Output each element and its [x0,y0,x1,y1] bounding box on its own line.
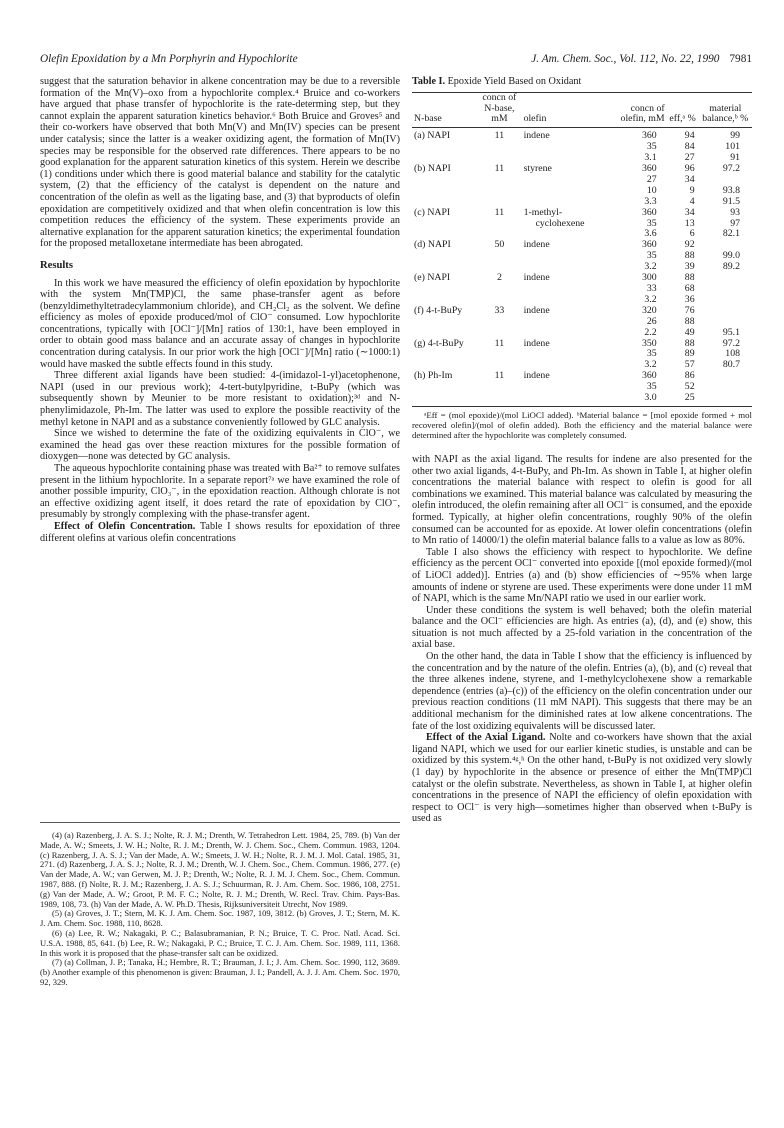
cell-conc-n-base: 50 [494,239,505,251]
table-row [412,360,752,371]
cell-conc-olefin: 3.1 [644,152,657,164]
right-column [412,76,752,825]
table-row [412,251,752,262]
page-number: 7981 [729,53,752,65]
cell-material-balance [699,317,752,328]
cell-eff: 96 [684,163,695,175]
cell-conc-olefin: 3.0 [644,392,657,404]
cell-conc-n-base [477,328,521,339]
cell-eff: 13 [684,217,695,229]
cell-olefin [522,186,609,197]
cell-conc-n-base [477,393,521,404]
cell-conc-olefin: 360 [641,370,657,382]
effect-olefin-text: Table I shows results for epoxidation of three different olefins at various olefin concentrations [40,520,400,544]
cell-n-base [412,251,477,262]
cell-material-balance: 97 [730,217,740,229]
cell-n-base: (f) 4-t-BuPy [414,304,463,316]
cell-conc-n-base [477,142,521,153]
intro-paragraph: suggest that the saturation behavior in alkene concentration may be due to a reversible formation of the Mn(V)–oxo from a hypochlorite complex.⁴ Bruice and co-workers have argued that phase transfer of hypochlorite is the rate-determing step, but they cannot explain the apparent saturation kinetics behavior.⁶ Both Bruice and Groves⁵ and their co-workers have observed that both Mn(V) and Mn(IV) species can be present under catalysis; since the latter is a weaker oxidizing agent, the formation of Mn(IV) species may be responsible for the observed rate differences. There appears to be no good explanation for the apparent saturation kinetics of this system. Herein we describe (1) conditions under which there is good material balance and stability for the catalytic system, (2) that the efficiency of the catalyst is dependent on the nature and concentration of the olefin as well as the ligating base, and (3) that byproducts of olefin epoxidation are competitively oxidized and that when olefin concentration is low this competition reduces the efficiency of the system. These experiments provide an alternative explanation for the apparent saturation kinetics; the experimental foundation for the proposed metalloxetane intermediate has been abrogated. [40,76,400,250]
cell-conc-n-base [477,251,521,262]
cell-conc-olefin: 35 [646,250,657,262]
cell-conc-olefin: 300 [641,272,657,284]
cell-eff: 89 [684,348,695,360]
right-paragraph-2: Table I also shows the efficiency with respect to hypochlorite. We define efficiency as the percent OCl⁻ converted into epoxide [(mol epoxide formed)/(mol of LiOCl added)]. Entries (a) and (b) show efficiencies of ∼95% when large amounts of indene or styrene are used. These experiments were done under 11 mM of NAPI, which is the same Mn/NAPI ratio we used in our earlier work. [412,546,752,605]
header-journal: J. Am. Chem. Soc., Vol. 112, No. 22, 1990 [531,53,720,65]
cell-material-balance [699,273,752,284]
table-row [412,306,752,317]
cell-olefin: indene [523,272,550,284]
cell-conc-olefin: 360 [641,163,657,175]
cell-conc-n-base [477,317,521,328]
cell-material-balance: 91.5 [722,195,740,207]
cell-material-balance: 101 [725,141,740,153]
table-row [412,284,752,295]
cell-conc-olefin: 360 [641,239,657,251]
cell-material-balance [699,382,752,393]
cell-material-balance [699,306,752,317]
cell-eff: 94 [684,130,695,142]
cell-eff: 39 [684,261,695,273]
cell-conc-n-base [477,349,521,360]
epoxide-yield-table [412,92,752,404]
cell-conc-n-base: 11 [494,130,505,142]
table-row [412,240,752,251]
cell-conc-olefin: 350 [641,337,657,349]
cell-conc-n-base: 11 [494,370,505,382]
cell-conc-n-base: 11 [494,337,505,349]
cell-material-balance: 97.2 [722,337,740,349]
cell-eff: 88 [684,337,695,349]
results-paragraph-4: The aqueous hypochlorite containing phase was treated with Ba²⁺ to remove sulfates present in the lithium hypochlorite. In a separate report⁷ᵃ we have examined the role of another possible impurity, ClO₃⁻, in the epoxidation reaction. Although chlorate is not an effective oxidizing agent itself, it does retard the rate of epoxidation by ClO⁻, presumably by strongly complexing with the phase-transfer agent. [40,463,400,521]
footnote-6: (6) (a) Lee, R. W.; Nakagaki, P. C.; Balasubramanian, P. N.; Bruice, T. C. Proc. Natl. Acad. Sci. U.S.A. 1988, 85, 641. (b) Lee, R. W.; Nakagaki, P. C.; Bruice, T. C. J. Am. Chem. Soc. 1989, 111, 1368. In this work it is proposed that the phase-transfer salt can be oxidized. [40,927,400,958]
col-header-conc-olefin: concn of olefin, mM [608,92,666,128]
table-bottom-rule [412,406,752,407]
cell-eff: 34 [684,206,695,218]
table-row [412,349,752,360]
cell-conc-olefin: 35 [646,348,657,360]
table-row [412,208,752,219]
cell-material-balance: 97.2 [722,163,740,175]
cell-eff: 68 [684,283,695,294]
table-row [412,295,752,306]
cell-conc-olefin: 35 [646,141,657,153]
table-row [412,262,752,273]
cell-eff: 76 [684,304,695,316]
cell-eff: 4 [689,195,695,207]
cell-olefin [522,349,609,360]
cell-eff: 86 [684,370,695,382]
col-header-n-base: N-base [412,92,477,128]
col-header-material-balance: material balance,ᵇ % [699,92,752,128]
cell-conc-olefin: 10 [646,184,657,196]
cell-eff: 27 [684,152,695,164]
cell-material-balance: 80.7 [722,359,740,371]
table-row [412,317,752,328]
cell-conc-olefin: 3.6 [644,228,657,240]
cell-conc-olefin: 3.2 [644,359,657,371]
cell-conc-olefin: 35 [646,381,657,393]
header-journal-citation [531,53,752,65]
cell-conc-olefin: 3.2 [644,261,657,273]
cell-conc-olefin: 35 [646,217,657,229]
cell-material-balance: 82.1 [722,228,740,240]
table-row [412,229,752,240]
cell-conc-olefin: 3.3 [644,195,657,207]
table-row [412,382,752,393]
cell-eff: 84 [684,141,695,153]
table-row [412,339,752,350]
cell-n-base [412,186,477,197]
cell-n-base [412,328,477,339]
cell-olefin: indene [523,370,550,382]
table-row [412,186,752,197]
cell-olefin: indene [523,304,550,316]
cell-n-base: (d) NAPI [414,239,451,251]
cell-n-base [412,175,477,186]
cell-conc-n-base: 2 [496,272,502,284]
results-paragraph-1: In this work we have measured the efficiency of olefin epoxidation by hypochlorite with the system Mn(TMP)Cl, the same phase-transfer agent as before (benzyldimethyltetradecylammonium chloride), and CH₂Cl₂ as the solvent. We define efficiency as moles of epoxide produced/mol of ClO⁻ consumed. Low hypochlorite concentrations, typically with [OCl⁻]/[Mn] ratios of 130:1, have been employed in order to obtain good mass balance and an accurate assay of changes in hypochlorite concentration during catalysis. In our prior work the high [OCl⁻]/[Mn] ratio (∼1000:1) would have masked the subtle effects found in this study. [40,277,400,370]
cell-olefin: indene [523,130,550,142]
table-row [412,371,752,382]
col-header-eff: eff,ᵃ % [667,92,699,128]
table-caption [412,76,752,88]
cell-material-balance [699,393,752,404]
cell-material-balance: 99.0 [722,250,740,262]
right-paragraph-4: On the other hand, the data in Table I show that the efficiency is influenced by the concentration and by the nature of the olefin. Entries (a), (b), and (c) reveal that the three alkenes indene, styrene, and 1-methylcyclohexene show a remarkable dependence (entries (a)–(c)) of the efficiency on the olefin concentration under our previous reaction conditions (11 mM NAPI). This suggests that there may be an additional mechanism for the diminished rates at low alkene concentrations. The fate of the lost oxidizing equivalents will be discussed later. [412,651,752,732]
cell-conc-olefin: 3.2 [644,293,657,305]
running-header [40,53,752,69]
cell-olefin: 1-methyl- [523,206,563,218]
results-paragraph-2: Three different axial ligands have been studied: 4-(imidazol-1-yl)acetophenone, NAPI (used in our previous work); 4-tert-butylpyridine, t-BuPy (which was subsequently shown by Meunier to be more resistant to oxidation);³ᵈ and N-phenylimidazole, Ph-Im. The latter was used to explore the possible reactivity of the methyl ketone in NAPI and as a substance conveniently followed by GLC analysis. [40,370,400,428]
cell-eff: 57 [684,359,695,371]
cell-conc-olefin: 360 [641,206,657,218]
cell-material-balance [699,284,752,295]
cell-material-balance [699,295,752,306]
cell-material-balance: 91 [730,152,740,164]
table-caption-label: Table I. [412,76,446,87]
cell-eff: 88 [684,250,695,262]
cell-conc-olefin: 2.2 [644,326,657,338]
cell-olefin [522,328,609,339]
cell-n-base: (c) NAPI [414,206,451,218]
table-row [412,175,752,186]
cell-conc-n-base [477,284,521,295]
cell-eff: 49 [684,326,695,338]
cell-n-base [412,349,477,360]
table-footnotes [412,410,752,440]
cell-eff: 52 [684,381,695,393]
cell-olefin: cyclohexene [535,217,585,229]
cell-olefin [522,142,609,153]
table-row [412,273,752,284]
cell-eff: 34 [684,173,695,185]
cell-olefin [522,175,609,186]
axial-ligand-text: Nolte and co-workers have shown that the axial ligand NAPI, which we used for our earlier kinetic studies, is unstable and can be oxidized by this system.⁴ᵍ,ʰ On the other hand, t-BuPy is not oxidized very slowly (1 day) by hypochlorite in the absence or presence of either the Mn(TMP)Cl catalyst or the olefin substrate. Nevertheless, as shown in Table I, at higher olefin concentrations in the presence of NAPI the efficiency of olefin epoxidation with respect to OCl⁻ is very high—sometimes higher than observed when t-BuPy is used as [412,732,752,825]
footnote-7: (7) (a) Collman, J. P.; Tanaka, H.; Hembre, R. T.; Brauman, J. I.; J. Am. Chem. Soc. 1990, 112, 3689. (b) Another example of this phenomenon is given: Brauman, J. I.; Pandell, A. J. J. Am. Chem. Soc. 1970, 92, 329. [40,957,400,987]
cell-material-balance: 99 [730,130,740,142]
cell-conc-olefin: 33 [646,283,657,294]
cell-conc-n-base [477,219,521,230]
cell-n-base [412,317,477,328]
footnote-4: (4) (a) Razenberg, J. A. S. J.; Nolte, R. J. M.; Drenth, W. Tetrahedron Lett. 1984, 25, 789. (b) Van der Made, A. W.; Smeets, J. W. H.; Nolte, R. J. M.; Drenth, W. J. Chem. Soc., Chem. Commun. 1983, 1204. (c) Razenberg, J. A. S. J.; Van der Made, A. W.; Smeets, J. W. H.; Nolte, R. J. M. J. Mol. Catal. 1985, 31, 271. (d) Razenberg, J. A. S. J.; Nolte, R. J. M.; Drenth, W. J. Chem. Soc., Chem. Commun. 1986, 277. (e) Van der Made, A. W.; van Gerwen, M. J. P.; Drenth, W.; Nolte, R. J. M. J. Chem. Soc., Chem. Commun. 1987, 888. (f) Nolte, R. J. M.; Razenberg, J. A. S. J.; Schuurman, R. J. Am. Chem. Soc. 1986, 108, 2751. (g) Van der Made, A. W.; Groot, P. M. F. C.; Nolte, R. J. M.; Drenth, W. Recl. Trav. Chim. Pays-Bas. 1989, 108, 73. (h) Van der Made, A. W. Ph.D. Thesis, Rijksuniversiteit Utrecht, Nov 1989. [40,830,400,909]
cell-conc-n-base [477,186,521,197]
cell-n-base [412,284,477,295]
cell-material-balance: 89.2 [722,261,740,273]
cell-olefin: indene [523,337,550,349]
cell-eff: 36 [684,293,695,305]
axial-ligand-heading: Effect of the Axial Ligand. [426,732,546,744]
table-row [412,219,752,230]
cell-conc-n-base: 11 [494,163,505,175]
cell-n-base [412,142,477,153]
table-row [412,153,752,164]
table-caption-text: Epoxide Yield Based on Oxidant [447,76,582,87]
cell-n-base: (a) NAPI [414,130,451,142]
right-paragraph-1: with NAPI as the axial ligand. The results for indene are also presented for the other two axial ligands, 4-t-BuPy, and Ph-Im. As shown in Table I, at higher olefin concentrations the material balance with respect to olefin is good for all combinations we examined. This material balance was calculated by measuring the olefin introduced, the olefin remaining after all OCl⁻ is consumed, and the epoxide formed. Typically, at higher olefin concentrations, roughly 90% of the olefin consumed can be accounted for as epoxide. At lower olefin concentrations (olefin to Mn ratio of 14000/1) the olefin material balance falls to a value as low as 80%. [412,453,752,547]
cell-n-base: (b) NAPI [414,163,451,175]
cell-material-balance: 95.1 [722,326,740,338]
cell-olefin: styrene [523,163,552,175]
cell-material-balance: 108 [725,348,740,360]
cell-n-base [412,382,477,393]
table-footnote-text: ᵃEff = (mol epoxide)/(mol LiOCl added). ᵇMaterial balance = [mol epoxide formed + mol recovered olefin]/(mol of olefin added). Both the efficiency and the material balance were determined after the hypochlorite was completely consumed. [412,409,752,440]
col-header-conc-n-base: concn of N-base, mM [477,92,521,128]
cell-n-base: (h) Ph-Im [414,370,453,382]
spacer [412,440,752,454]
cell-n-base [412,219,477,230]
table-row [412,128,752,142]
cell-eff: 6 [689,228,695,240]
table-body [412,128,752,404]
cell-eff: 88 [684,315,695,327]
cell-olefin [522,251,609,262]
cell-n-base [412,393,477,404]
cell-conc-olefin: 360 [641,130,657,142]
cell-conc-n-base: 33 [494,304,505,316]
table-row [412,328,752,339]
effect-olefin-paragraph [40,521,400,544]
col-header-olefin: olefin [522,92,609,128]
cell-material-balance: 93 [730,206,740,218]
cell-n-base: (e) NAPI [414,272,451,284]
results-heading: Results [40,259,73,271]
cell-olefin [522,382,609,393]
cell-conc-n-base: 11 [494,206,505,218]
left-column [40,76,400,544]
cell-conc-n-base [477,382,521,393]
table-row [412,164,752,175]
cell-eff: 88 [684,272,695,284]
footnotes [40,822,400,988]
cell-material-balance [699,371,752,382]
cell-olefin [522,393,609,404]
results-paragraph-3: Since we wished to determine the fate of the oxidizing equivalents in ClO⁻, we examined the head gas over these reaction mixtures for the possible formation of dioxygen—none was detected by GC analysis. [40,428,400,463]
cell-conc-n-base [477,175,521,186]
cell-n-base: (g) 4-t-BuPy [414,337,464,349]
cell-olefin [522,284,609,295]
cell-olefin [522,317,609,328]
header-article-title: Olefin Epoxidation by a Mn Porphyrin and Hypochlorite [40,53,298,65]
cell-olefin: indene [523,239,550,251]
cell-conc-olefin: 27 [646,173,657,185]
effect-olefin-heading: Effect of Olefin Concentration. [54,520,196,532]
right-paragraph-3: Under these conditions the system is well behaved; both the olefin material balance and the OCl⁻ efficiencies are high. As entries (a), (d), and (e) show, this situation is not much affected by a 25-fold variation in the concentration of the axial base. [412,604,752,651]
cell-eff: 92 [684,239,695,251]
table-row [412,197,752,208]
cell-conc-olefin: 26 [646,315,657,327]
table-row [412,393,752,404]
cell-conc-olefin: 320 [641,304,657,316]
cell-eff: 25 [684,392,695,404]
axial-ligand-paragraph [412,732,752,825]
footnote-5: (5) (a) Groves, J. T.; Stern, M. K. J. Am. Chem. Soc. 1987, 109, 3812. (b) Groves, J. T.; Stern, M. K. J. Am. Chem. Soc. 1988, 110, 8628. [40,908,400,929]
cell-material-balance: 93.8 [722,184,740,196]
table-row [412,142,752,153]
cell-eff: 9 [689,184,695,196]
